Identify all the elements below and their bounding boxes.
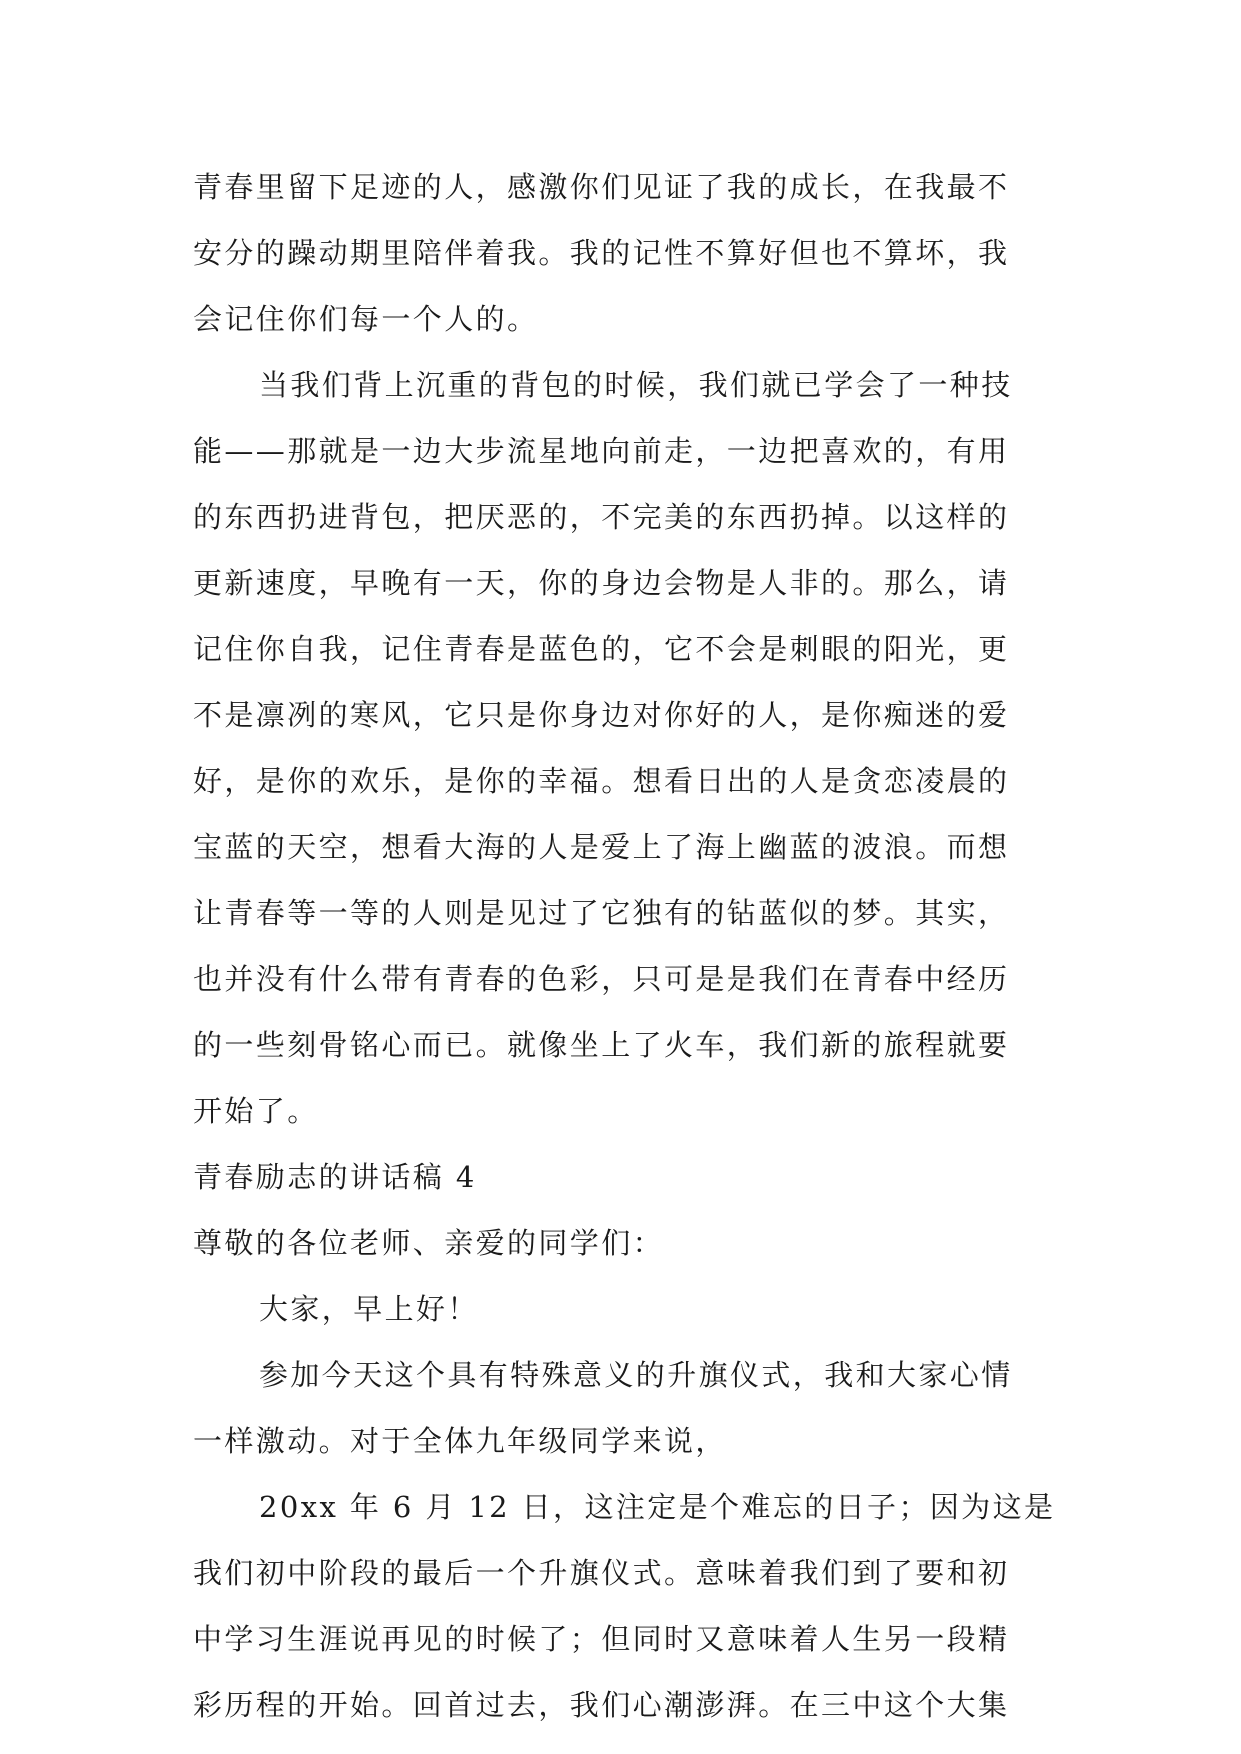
- text-line: 好，是你的欢乐，是你的幸福。想看日出的人是贪恋凌晨的: [193, 764, 1010, 798]
- text-line: 开始了。: [193, 1094, 319, 1128]
- text-line: 青春里留下足迹的人，感激你们见证了我的成长，在我最不: [193, 170, 1010, 204]
- text-line: 能——那就是一边大步流星地向前走，一边把喜欢的，有用: [193, 434, 1010, 468]
- text-line: 彩历程的开始。回首过去，我们心潮澎湃。在三中这个大集: [193, 1688, 1010, 1722]
- text-line: 不是凛冽的寒风，它只是你身边对你好的人，是你痴迷的爱: [193, 698, 1010, 732]
- text-line: 的东西扔进背包，把厌恶的，不完美的东西扔掉。以这样的: [193, 500, 1010, 534]
- text-line: 让青春等一等的人则是见过了它独有的钻蓝似的梦。其实，: [193, 896, 1010, 930]
- text-line: 会记住你们每一个人的。: [193, 302, 539, 336]
- text-line: 中学习生涯说再见的时候了；但同时又意味着人生另一段精: [193, 1622, 1010, 1656]
- document-page: [193, 154, 1057, 1738]
- text-line: 一样激动。对于全体九年级同学来说，: [193, 1424, 727, 1458]
- text-line: 记住你自我，记住青春是蓝色的，它不会是刺眼的阳光，更: [193, 632, 1010, 666]
- text-line: 的一些刻骨铭心而已。就像坐上了火车，我们新的旅程就要: [193, 1028, 1010, 1062]
- text-line: 更新速度，早晚有一天，你的身边会物是人非的。那么，请: [193, 566, 1010, 600]
- paragraph-first-line: 当我们背上沉重的背包的时候，我们就已学会了一种技: [259, 368, 1013, 402]
- section-heading: 青春励志的讲话稿 4: [193, 1160, 477, 1194]
- text-line: 宝蓝的天空，想看大海的人是爱上了海上幽蓝的波浪。而想: [193, 830, 1010, 864]
- paragraph-first-line: 20xx 年 6 月 12 日，这注定是个难忘的日子；因为这是: [259, 1490, 1056, 1524]
- text-line: 我们初中阶段的最后一个升旗仪式。意味着我们到了要和初: [193, 1556, 1010, 1590]
- text-line: 也并没有什么带有青春的色彩，只可是是我们在青春中经历: [193, 962, 1010, 996]
- text-line: 安分的躁动期里陪伴着我。我的记性不算好但也不算坏，我: [193, 236, 1010, 270]
- paragraph-first-line: 参加今天这个具有特殊意义的升旗仪式，我和大家心情: [259, 1358, 1013, 1392]
- greeting: 大家，早上好！: [259, 1292, 479, 1326]
- salutation: 尊敬的各位老师、亲爱的同学们：: [193, 1226, 665, 1260]
